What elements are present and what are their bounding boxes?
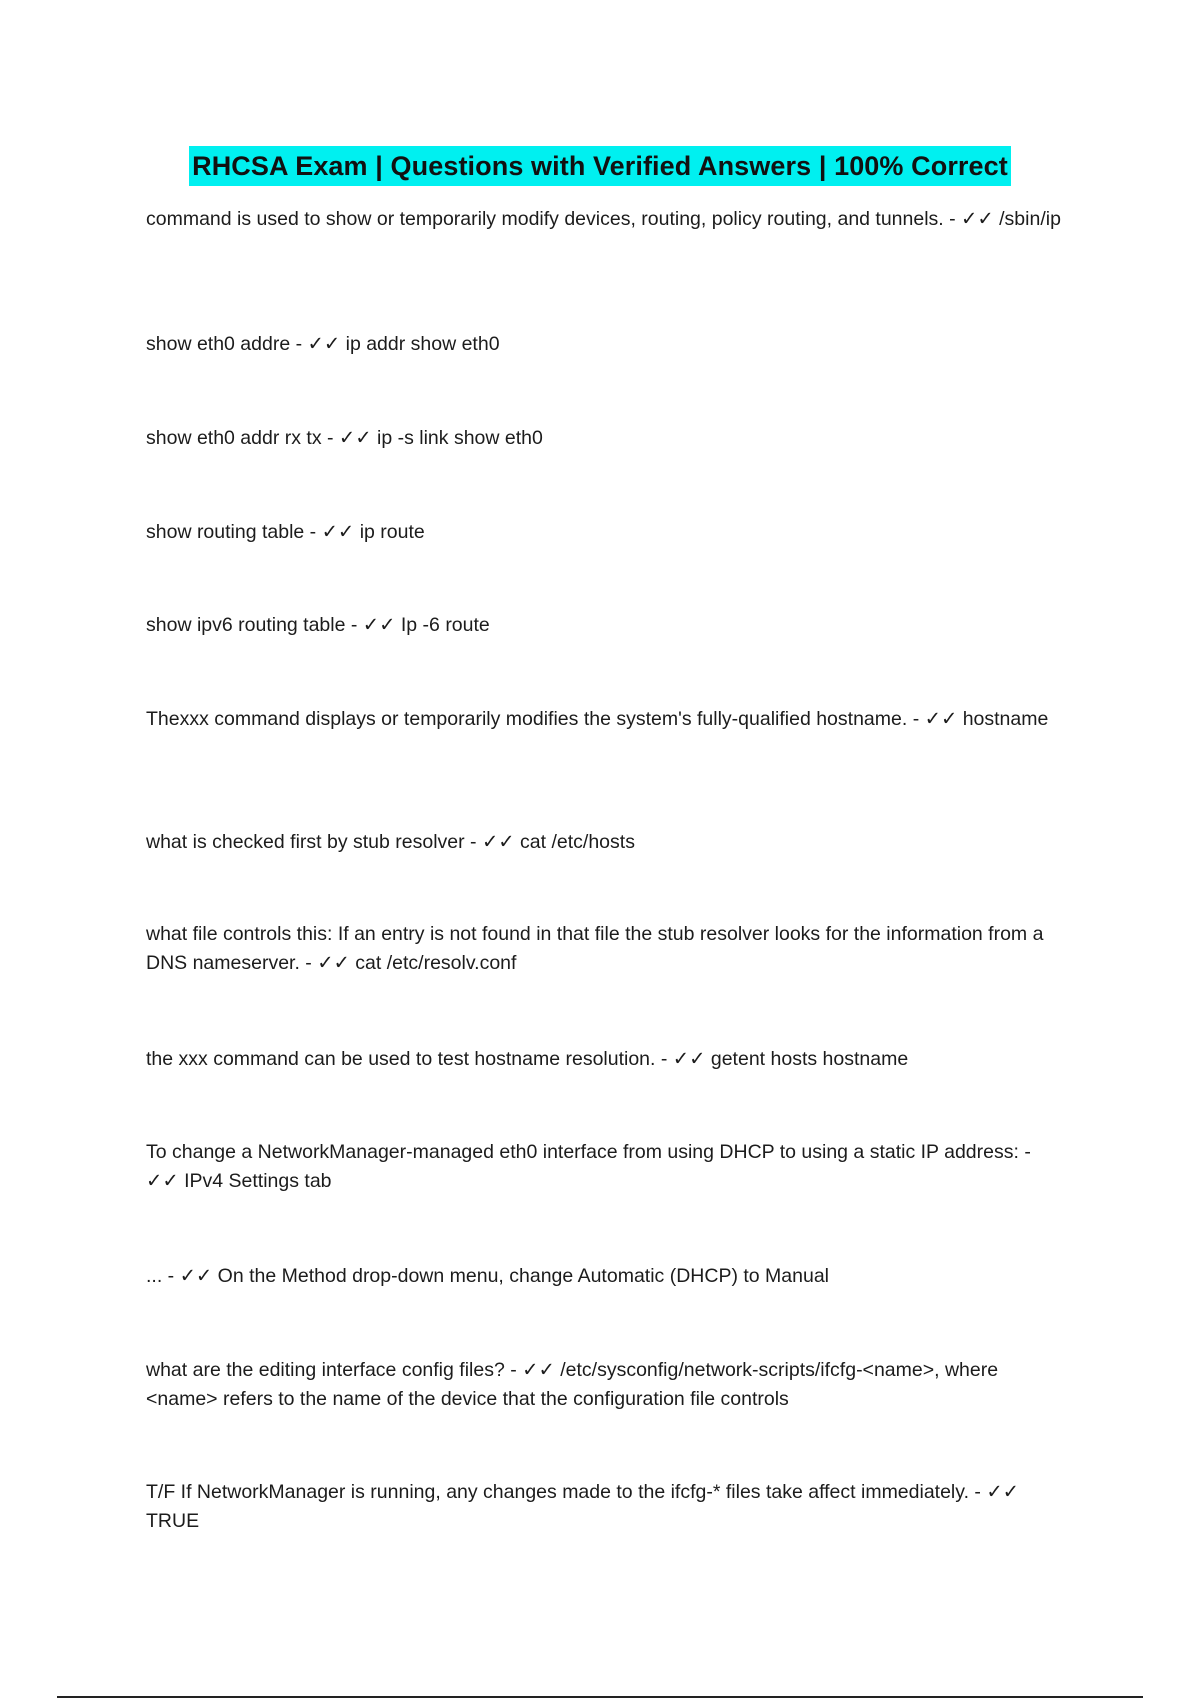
- qa-item: the xxx command can be used to test hostname resolution. - ✓✓ getent hosts hostname: [146, 1048, 909, 1070]
- qa-item: show eth0 addr rx tx - ✓✓ ip -s link show eth0: [146, 427, 543, 449]
- footer-rule: [57, 1696, 1143, 1698]
- title-container: [0, 146, 1200, 186]
- qa-item: Thexxx command displays or temporarily modifies the system's fully-qualified hostname. - ✓✓ hostname: [146, 708, 1049, 730]
- qa-item: command is used to show or temporarily modify devices, routing, policy routing, and tunnels. - ✓✓ /sbin/ip: [146, 208, 1061, 230]
- qa-item: T/F If NetworkManager is running, any changes made to the ifcfg-* files take affect immediately. - ✓✓ TRUE: [146, 1481, 1019, 1532]
- qa-item: what are the editing interface config files? - ✓✓ /etc/sysconfig/network-scripts/ifcfg-<name>, where <name> refers to the name of the device that the configuration file controls: [146, 1359, 999, 1410]
- qa-item: ... - ✓✓ On the Method drop-down menu, change Automatic (DHCP) to Manual: [146, 1265, 829, 1287]
- document-title: RHCSA Exam | Questions with Verified Answers | 100% Correct: [189, 146, 1011, 186]
- qa-item: show ipv6 routing table - ✓✓ Ip -6 route: [146, 614, 490, 636]
- qa-item: To change a NetworkManager-managed eth0 interface from using DHCP to using a static IP address: - ✓✓ IPv4 Settings tab: [146, 1141, 1031, 1192]
- qa-item: show routing table - ✓✓ ip route: [146, 521, 425, 543]
- qa-item: what file controls this: If an entry is not found in that file the stub resolver looks for the information from a DNS nameserver. - ✓✓ cat /etc/resolv.conf: [146, 923, 1044, 974]
- qa-item: what is checked first by stub resolver - ✓✓ cat /etc/hosts: [146, 831, 635, 853]
- qa-item: show eth0 addre - ✓✓ ip addr show eth0: [146, 333, 500, 355]
